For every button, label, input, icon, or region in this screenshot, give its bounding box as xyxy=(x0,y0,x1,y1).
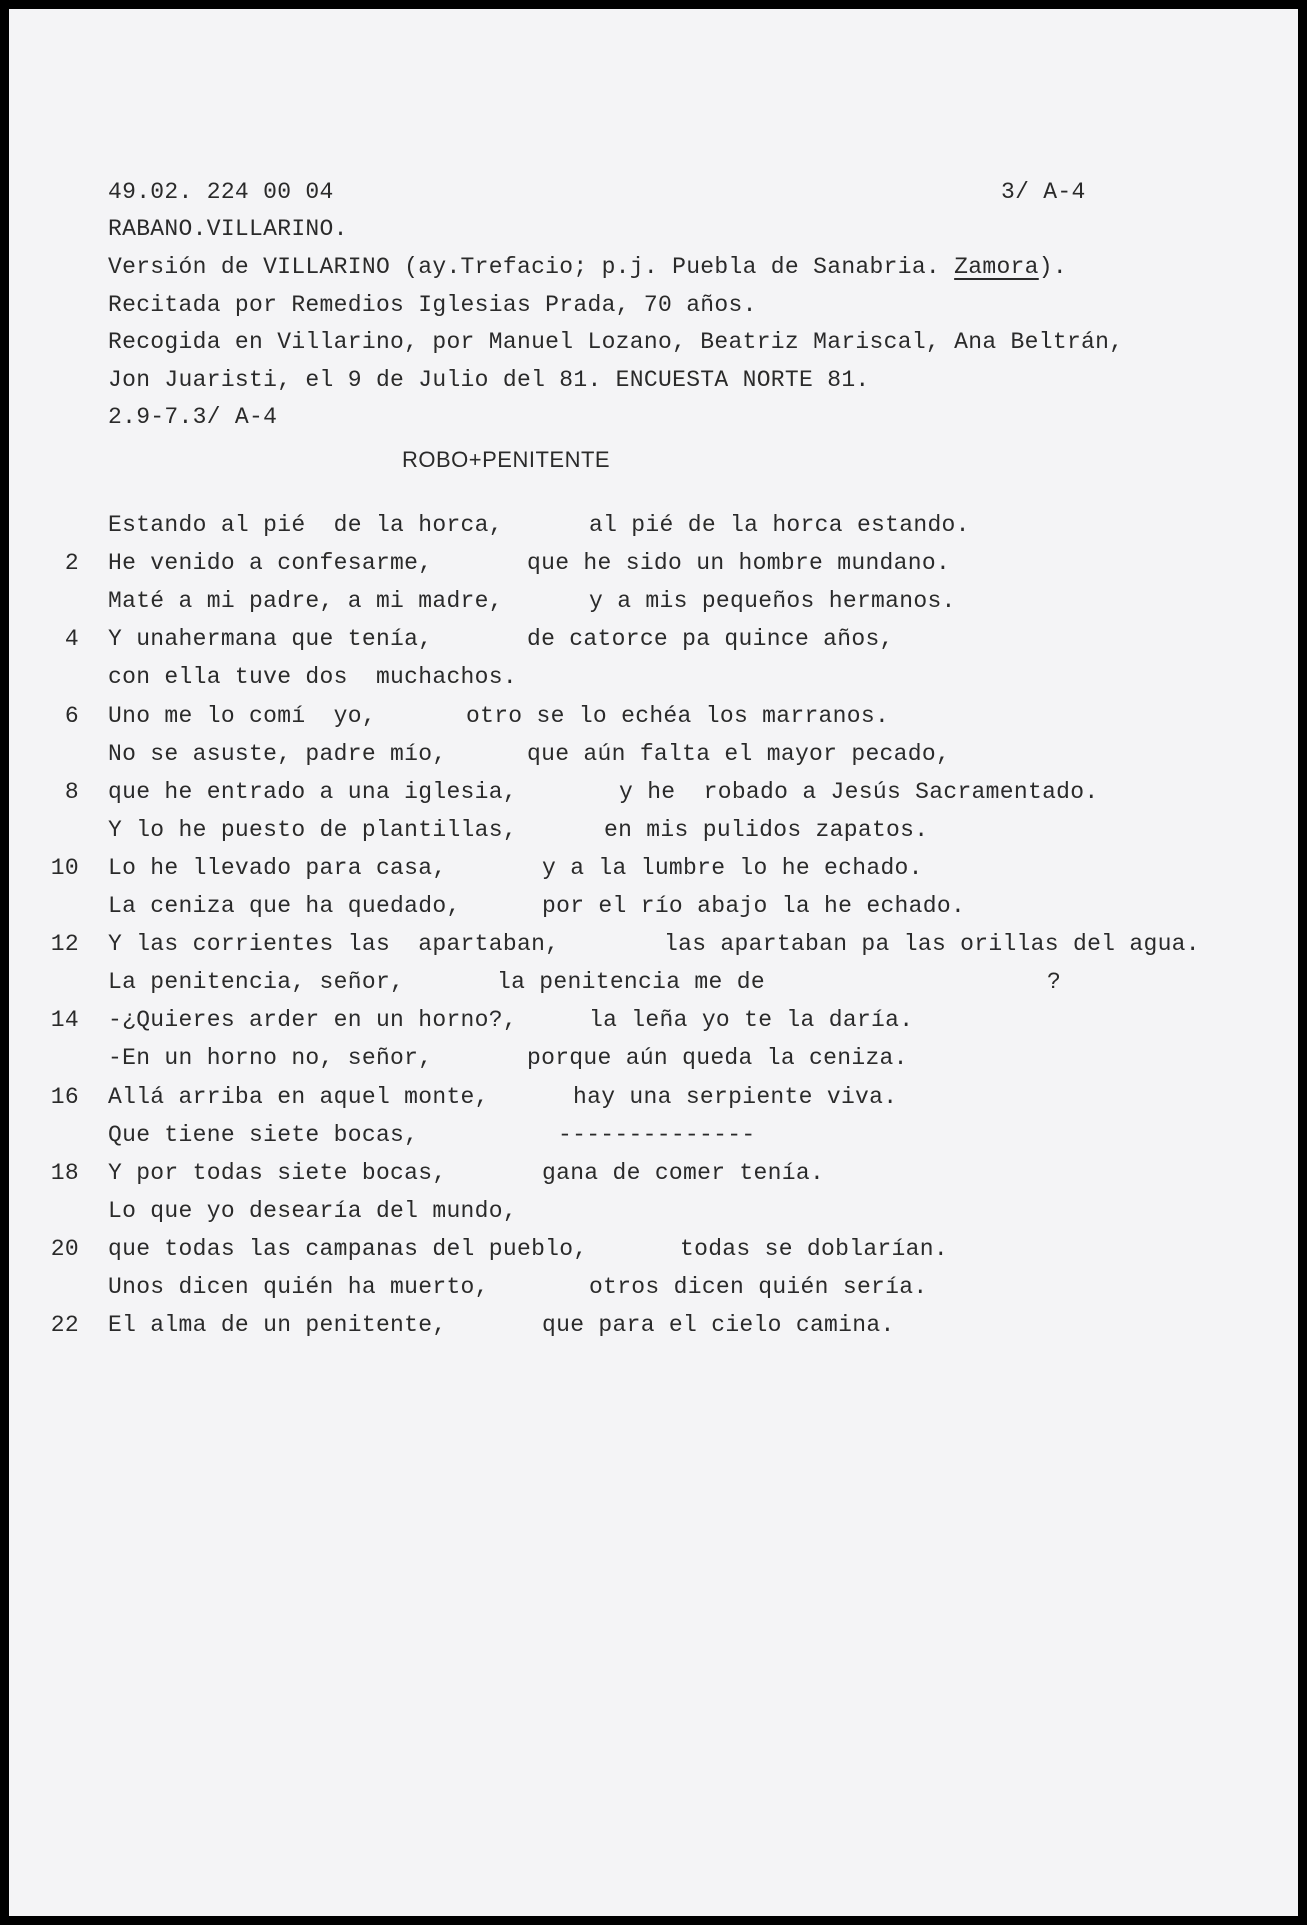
verse-second-hemistich: otro se lo echéa los marranos. xyxy=(466,703,890,729)
version-province: Zamora xyxy=(954,254,1039,280)
verse-line xyxy=(9,1198,1298,1232)
reference-code: 49.02. 224 00 04 xyxy=(108,179,334,205)
verse-number: 8 xyxy=(64,779,79,805)
verse-first-hemistich: He venido a confesarme, xyxy=(108,550,433,576)
verse-second-hemistich: al pié de la horca estando. xyxy=(589,512,970,538)
verse-second-hemistich: hay una serpiente viva. xyxy=(573,1084,898,1110)
verse-line xyxy=(9,931,1298,965)
verse-line xyxy=(9,1007,1298,1041)
verse-line xyxy=(9,741,1298,775)
verse-first-hemistich: -¿Quieres arder en un horno?, xyxy=(108,1007,517,1033)
verse-first-hemistich: que he entrado a una iglesia, xyxy=(108,779,517,805)
verse-line xyxy=(9,1084,1298,1118)
verse-line xyxy=(9,893,1298,927)
verse-number: 6 xyxy=(64,703,79,729)
verse-number: 22 xyxy=(50,1312,79,1338)
verse-first-hemistich: Que tiene siete bocas, xyxy=(108,1122,419,1148)
verse-first-hemistich: Lo que yo desearía del mundo, xyxy=(108,1198,517,1224)
place-line: RABANO.VILLARINO. xyxy=(108,216,348,242)
verse-second-hemistich: otros dicen quién sería. xyxy=(589,1274,928,1300)
verse-second-hemistich: porque aún queda la ceniza. xyxy=(527,1045,908,1071)
collected-line-1: Recogida en Villarino, por Manuel Lozano, Beatriz Mariscal, Ana Beltrán, xyxy=(108,329,1124,355)
verse-line xyxy=(9,1274,1298,1308)
verse-line xyxy=(9,1312,1298,1346)
verse-number: 18 xyxy=(50,1160,79,1186)
verse-line xyxy=(9,969,1298,1003)
verse-second-hemistich: todas se doblarían. xyxy=(680,1236,948,1262)
verse-line xyxy=(9,588,1298,622)
verse-line xyxy=(9,1236,1298,1270)
document-body xyxy=(9,9,1298,1916)
verse-line xyxy=(9,779,1298,813)
verse-first-hemistich: Lo he llevado para casa, xyxy=(108,855,447,881)
verse-second-hemistich: y a mis pequeños hermanos. xyxy=(589,588,956,614)
verse-second-hemistich: en mis pulidos zapatos. xyxy=(604,817,929,843)
verse-first-hemistich: No se asuste, padre mío, xyxy=(108,741,447,767)
document-page xyxy=(9,9,1298,1916)
verse-line xyxy=(9,855,1298,889)
verse-first-hemistich: Y las corrientes las apartaban, xyxy=(108,931,560,957)
verse-second-hemistich: la penitencia me de ? xyxy=(497,969,1062,995)
verse-first-hemistich: Maté a mi padre, a mi madre, xyxy=(108,588,503,614)
recited-line: Recitada por Remedios Iglesias Prada, 70 años. xyxy=(108,292,757,318)
verse-second-hemistich: la leña yo te la daría. xyxy=(589,1007,914,1033)
verse-first-hemistich: que todas las campanas del pueblo, xyxy=(108,1236,588,1262)
verse-number: 10 xyxy=(50,855,79,881)
verse-number: 12 xyxy=(50,931,79,957)
verse-line xyxy=(9,1160,1298,1194)
verse-first-hemistich: -En un horno no, señor, xyxy=(108,1045,433,1071)
verse-first-hemistich: El alma de un penitente, xyxy=(108,1312,447,1338)
verse-second-hemistich: las apartaban pa las orillas del agua. xyxy=(664,931,1200,957)
verse-first-hemistich: Y por todas siete bocas, xyxy=(108,1160,447,1186)
verse-first-hemistich: Unos dicen quién ha muerto, xyxy=(108,1274,489,1300)
version-suffix: ). xyxy=(1038,254,1067,280)
track-line: 2.9-7.3/ A-4 xyxy=(108,404,278,430)
verse-first-hemistich: Allá arriba en aquel monte, xyxy=(108,1084,489,1110)
verse-first-hemistich: con ella tuve dos muchachos. xyxy=(108,664,517,690)
verse-second-hemistich: que he sido un hombre mundano. xyxy=(527,550,951,576)
verse-second-hemistich: por el río abajo la he echado. xyxy=(542,893,966,919)
verse-second-hemistich: de catorce pa quince años, xyxy=(527,626,894,652)
verse-line xyxy=(9,512,1298,546)
verse-first-hemistich: La penitencia, señor, xyxy=(108,969,405,995)
verse-first-hemistich: Uno me lo comí yo, xyxy=(108,703,376,729)
verse-number: 20 xyxy=(50,1236,79,1262)
reference-right: 3/ A-4 xyxy=(1001,179,1086,205)
verse-line xyxy=(9,703,1298,737)
verse-line xyxy=(9,626,1298,660)
verse-first-hemistich: La ceniza que ha quedado, xyxy=(108,893,461,919)
verse-number: 2 xyxy=(64,550,79,576)
collected-line-2: Jon Juaristi, el 9 de Julio del 81. ENCUESTA NORTE 81. xyxy=(108,367,870,393)
verse-second-hemistich: gana de comer tenía. xyxy=(542,1160,825,1186)
verse-line xyxy=(9,1122,1298,1156)
verse-number: 16 xyxy=(50,1084,79,1110)
verse-second-hemistich: que para el cielo camina. xyxy=(542,1312,895,1338)
verse-second-hemistich: y a la lumbre lo he echado. xyxy=(542,855,923,881)
verse-second-hemistich: que aún falta el mayor pecado, xyxy=(527,741,951,767)
verse-second-hemistich: -------------- xyxy=(558,1122,756,1148)
verse-second-hemistich: y he robado a Jesús Sacramentado. xyxy=(619,779,1099,805)
poem-title: ROBO+PENITENTE xyxy=(402,447,611,472)
version-line xyxy=(108,254,1067,280)
verse-line xyxy=(9,550,1298,584)
verse-first-hemistich: Y unahermana que tenía, xyxy=(108,626,433,652)
verse-line xyxy=(9,1045,1298,1079)
verse-first-hemistich: Estando al pié de la horca, xyxy=(108,512,503,538)
verse-line xyxy=(9,664,1298,698)
version-prefix: Versión de VILLARINO (ay.Trefacio; p.j. Puebla de Sanabria. xyxy=(108,254,955,280)
verse-line xyxy=(9,817,1298,851)
verse-number: 4 xyxy=(64,626,79,652)
verse-first-hemistich: Y lo he puesto de plantillas, xyxy=(108,817,517,843)
verse-number: 14 xyxy=(50,1007,79,1033)
